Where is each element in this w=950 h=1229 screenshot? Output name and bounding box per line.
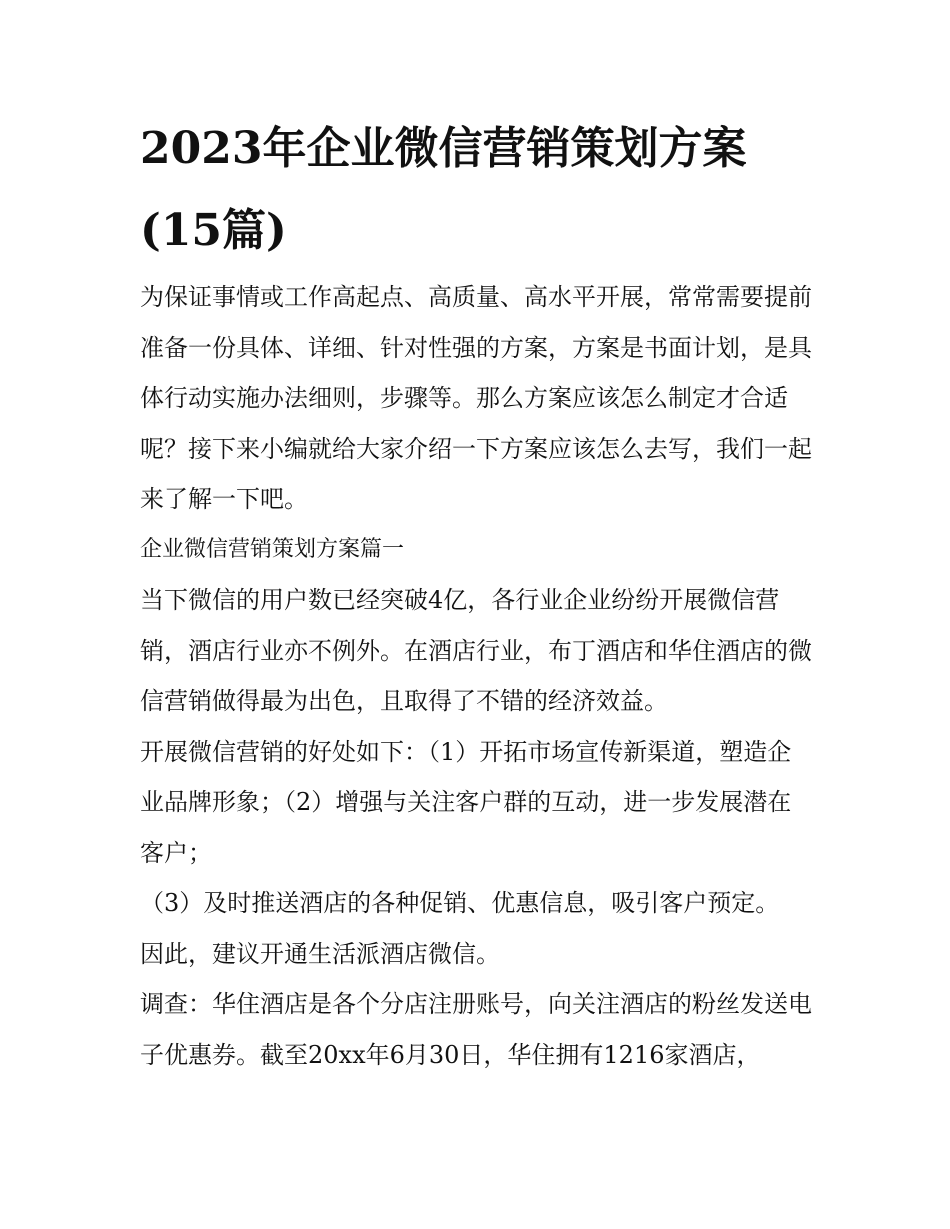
- document-page: [140, 108, 812, 1080]
- body-paragraph: 调查：华住酒店是各个分店注册账号，向关注酒店的粉丝发送电子优惠券。截至20xx年6月30日，华住拥有1216家酒店，: [140, 990, 812, 1069]
- body-paragraph: 因此，建议开通生活派酒店微信。: [140, 939, 500, 968]
- intro-paragraph: 为保证事情或工作高起点、高质量、高水平开展，常常需要提前准备一份具体、详细、针对性强的方案，方案是书面计划，是具体行动实施办法细则，步骤等。那么方案应该怎么制定才合适呢？接下来小编就给大家介绍一下方案应该怎么去写，我们一起来了解一下吧。: [140, 283, 812, 513]
- document-title: 2023年企业微信营销策划方案(15篇): [140, 123, 747, 256]
- body-paragraph: 开展微信营销的好处如下：（1）开拓市场宣传新渠道，塑造企业品牌形象；（2）增强与关注客户群的互动，进一步发展潜在客户；: [140, 737, 792, 867]
- body-paragraph: （3）及时推送酒店的各种促销、优惠信息，吸引客户预定。: [140, 889, 780, 917]
- section-heading: 企业微信营销策划方案篇一: [140, 536, 405, 562]
- body-paragraph: 当下微信的用户数已经突破4亿，各行业企业纷纷开展微信营销，酒店行业亦不例外。在酒店行业，布丁酒店和华住酒店的微信营销做得最为出色，且取得了不错的经济效益。: [140, 586, 812, 715]
